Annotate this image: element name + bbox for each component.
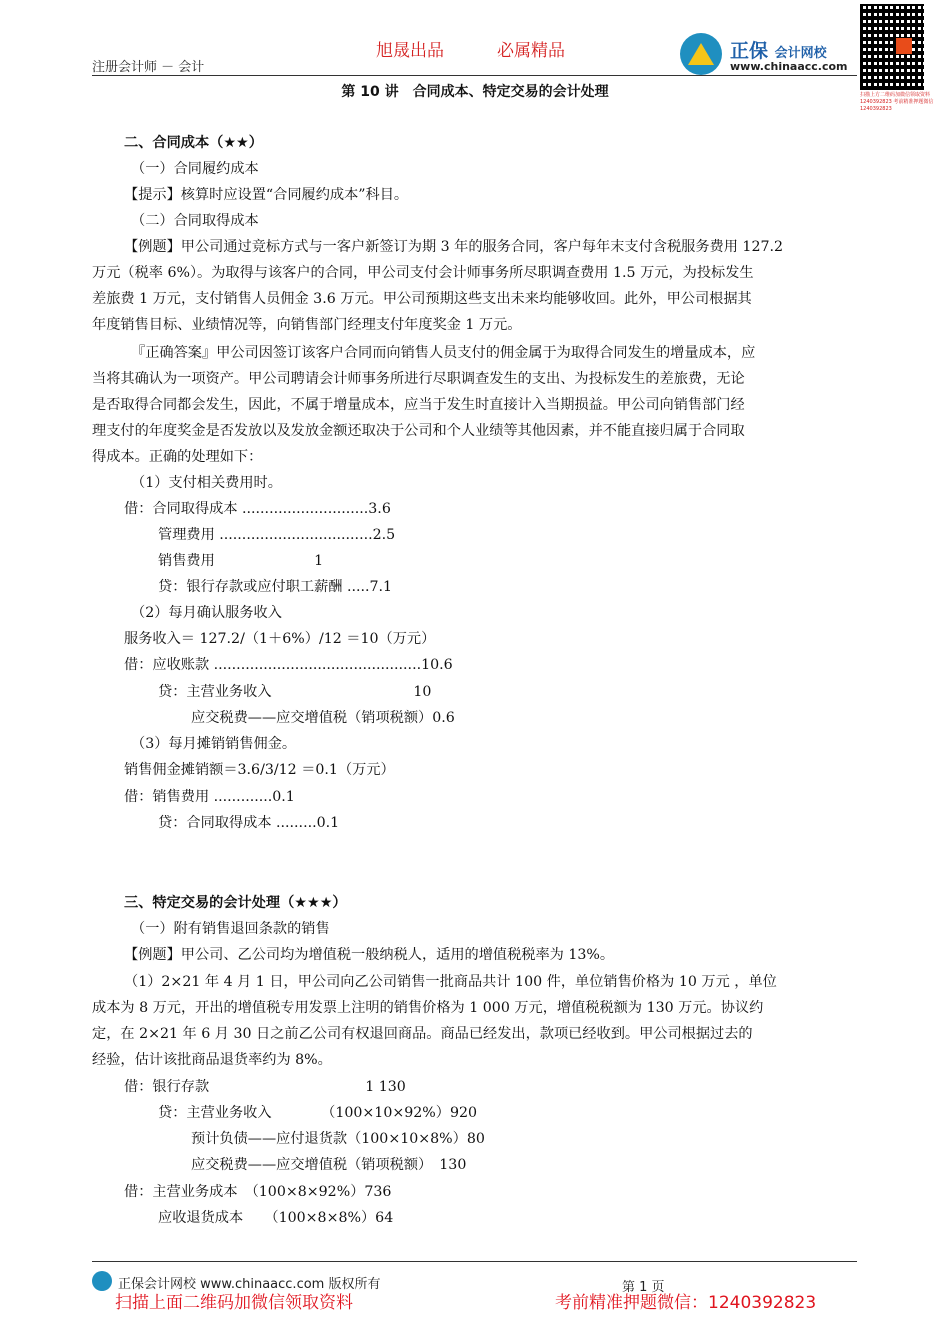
qr-badge-icon xyxy=(896,38,912,54)
journal-entry: 贷：银行存款或应付职工薪酬 .....7.1 xyxy=(158,579,393,595)
journal-entry: 贷：合同取得成本 .........0.1 xyxy=(158,815,340,831)
footer-logo-icon xyxy=(92,1271,112,1291)
answer-line: 『正确答案』甲公司因签订该客户合同而向销售人员支付的佣金属于为取得合同发生的增量成本，应 xyxy=(131,345,756,361)
answer-line: 理支付的年度奖金是否发放以及发放金额还取决于公司和个人业绩等其他因素，并不能直接归属于合同取 xyxy=(92,423,745,439)
journal-entry: 借：应收账款 ..............................................10.6 xyxy=(124,657,453,673)
sub-heading: （一）附有销售退回条款的销售 xyxy=(131,921,330,937)
page-number: 第 1 页 xyxy=(622,1280,665,1295)
course-label: 注册会计师 － 会计 xyxy=(92,60,205,75)
journal-entry: 预计负债——应付退货款（100×10×8%）80 xyxy=(191,1131,485,1147)
footer-copyright: 正保会计网校 www.chinaacc.com 版权所有 xyxy=(118,1277,381,1292)
header-divider xyxy=(92,75,857,76)
example-line: 年度销售目标、业绩情况等，向销售部门经理支付年度奖金 1 万元。 xyxy=(92,317,522,333)
example-line: 经验，估计该批商品退货率约为 8%。 xyxy=(92,1052,332,1068)
section-heading: 三、特定交易的会计处理（★★★） xyxy=(124,895,347,911)
formula-line: 服务收入＝ 127.2/（1＋6%）/12 ＝10（万元） xyxy=(124,631,436,647)
journal-entry: 销售费用 1 xyxy=(158,553,324,569)
sub-heading: （一）合同履约成本 xyxy=(131,161,259,177)
journal-entry: 贷：主营业务收入 10 xyxy=(158,684,432,700)
answer-line: 得成本。正确的处理如下： xyxy=(92,449,263,465)
example-line: 【例题】甲公司、乙公司均为增值税一般纳税人，适用的增值税税率为 13%。 xyxy=(124,947,615,963)
slogan-1: 旭晟出品 xyxy=(376,41,444,61)
example-line: 万元（税率 6%）。为取得与该客户的合同，甲公司支付会计师事务所尽职调查费用 1.5 万元，为投标发生 xyxy=(92,265,754,281)
journal-entry: 借：合同取得成本 ............................3.6 xyxy=(124,501,391,517)
example-line: 【例题】甲公司通过竞标方式与一客户新签订为期 3 年的服务合同，客户每年末支付含税服务费用 127.2 xyxy=(124,239,784,255)
tip-line: 【提示】核算时应设置“合同履约成本”科目。 xyxy=(124,187,409,203)
promo-left: 扫描上面二维码加微信领取资料 xyxy=(115,1293,353,1313)
journal-entry: 应收退货成本 （100×8×8%）64 xyxy=(158,1210,394,1226)
journal-entry: 借：主营业务成本 （100×8×92%）736 xyxy=(124,1184,392,1200)
journal-entry: 管理费用 ..................................2.5 xyxy=(158,527,396,543)
answer-line: 当将其确认为一项资产。甲公司聘请会计师事务所进行尽职调查发生的支出、为投标发生的差旅费，无论 xyxy=(92,371,745,387)
footer-divider xyxy=(92,1261,857,1262)
step-heading: （2）每月确认服务收入 xyxy=(131,605,282,621)
step-heading: （3）每月摊销销售佣金。 xyxy=(131,736,297,752)
section-heading: 二、合同成本（★★） xyxy=(124,135,263,151)
chinaacc-logo-icon xyxy=(680,33,722,75)
promo-right: 考前精准押题微信：1240392823 xyxy=(555,1293,817,1313)
slogan-2: 必属精品 xyxy=(497,41,565,61)
journal-entry: 贷：主营业务收入 （100×10×92%）920 xyxy=(158,1105,478,1121)
journal-entry: 借：销售费用 .............0.1 xyxy=(124,789,295,805)
example-line: 定，在 2×21 年 6 月 30 日之前乙公司有权退回商品。商品已经发出，款项已经收到。甲公司根据过去的 xyxy=(92,1026,753,1042)
sub-heading: （二）合同取得成本 xyxy=(131,213,259,229)
example-line: （1）2×21 年 4 月 1 日，甲公司向乙公司销售一批商品共计 100 件，单位销售价格为 10 万元 ，单位 xyxy=(124,974,777,990)
logo-name: 正保 会计网校 xyxy=(730,40,827,62)
answer-line: 是否取得合同都会发生，因此，不属于增量成本，应当于发生时直接计入当期损益。甲公司向销售部门经 xyxy=(92,397,745,413)
example-line: 成本为 8 万元，开出的增值税专用发票上注明的销售价格为 1 000 万元，增值税税额为 130 万元。协议约 xyxy=(92,1000,764,1016)
journal-entry: 借：银行存款 1 130 xyxy=(124,1079,406,1095)
qr-code-icon xyxy=(860,4,924,90)
journal-entry: 应交税费——应交增值税（销项税额）0.6 xyxy=(191,710,455,726)
formula-line: 销售佣金摊销额＝3.6/3/12 ＝0.1（万元） xyxy=(124,762,395,778)
qr-caption: 扫描上方二维码加微信领取资料 1240392823 考前精准押题微信 1240392823 xyxy=(860,92,934,112)
logo-url: www.chinaacc.com xyxy=(730,60,848,73)
example-line: 差旅费 1 万元，支付销售人员佣金 3.6 万元。甲公司预期这些支出未来均能够收回。此外，甲公司根据其 xyxy=(92,291,752,307)
journal-entry: 应交税费——应交增值税（销项税额） 130 xyxy=(191,1157,467,1173)
step-heading: （1）支付相关费用时。 xyxy=(131,475,282,491)
lecture-title: 第 10 讲 合同成本、特定交易的会计处理 xyxy=(341,84,609,100)
